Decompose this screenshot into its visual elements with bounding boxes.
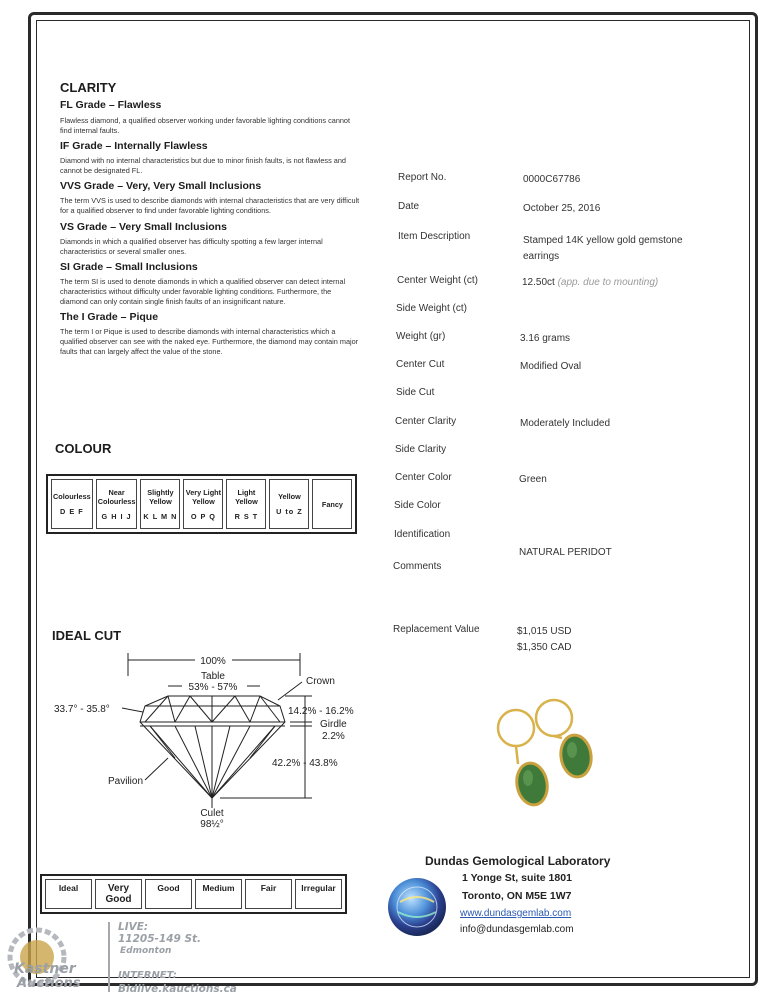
auction-brand-line2: Auctions (17, 976, 81, 991)
live-city: Edmonton (120, 946, 172, 956)
dim-table-range: 53% - 57% (188, 682, 238, 693)
colour-cell-name: Light Yellow (235, 487, 258, 506)
report-no-label: Report No. (398, 172, 447, 183)
watermark-divider (108, 922, 110, 992)
colour-cell-letters: G H I J (101, 511, 132, 521)
cut-grade-label: Very Good (105, 883, 132, 905)
cut-grade-label: Medium (202, 883, 235, 893)
item-description-label: Item Description (398, 231, 471, 242)
replacement-value-label: Replacement Value (393, 624, 480, 635)
live-address: 11205-149 St. (118, 933, 202, 945)
lab-email: info@dundasgemlab.com (460, 924, 574, 935)
lab-website-link[interactable]: www.dundasgemlab.com (460, 908, 572, 919)
colour-cell-letters: D E F (60, 507, 84, 516)
center-color-value: Green (519, 474, 547, 485)
cut-grade-ideal (45, 879, 92, 909)
weight-gr-label: Weight (gr) (396, 331, 446, 342)
colour-scale-table (46, 474, 357, 534)
cut-grade-very-good (95, 879, 142, 909)
grade-vvs-desc: The term VVS is used to describe diamonds with internal characteristics that are very difficult for a qualified observer to find under favorable lighting conditions. (60, 196, 360, 215)
colour-cell-near-colourless (96, 479, 138, 529)
colour-cell-letters: U to Z (276, 507, 303, 516)
colour-cell-letters: R S T (234, 511, 259, 521)
identification-label: Identification (394, 529, 451, 540)
colour-cell-fancy (312, 479, 352, 529)
date-label: Date (398, 201, 420, 212)
diamond-cut-diagram (50, 648, 370, 833)
dim-culet-label: Culet (200, 808, 224, 819)
colour-cell-name: Very Light Yellow (185, 487, 222, 506)
center-weight-value: 12.50ct (522, 277, 555, 288)
colour-cell-very-light-yellow (183, 479, 223, 529)
lab-address-line2: Toronto, ON M5E 1W7 (462, 890, 572, 902)
colour-cell-name: Slightly Yellow (147, 487, 174, 506)
cut-grade-medium (195, 879, 242, 909)
colour-cell-name: Fancy (321, 499, 343, 509)
cut-grade-fair (245, 879, 292, 909)
center-weight-row (522, 277, 658, 288)
colour-cell-name: Yellow (278, 492, 301, 501)
side-clarity-label: Side Clarity (395, 444, 447, 455)
colour-cell-slightly-yellow (140, 479, 180, 529)
center-clarity-label: Center Clarity (395, 416, 457, 427)
grade-if-desc: Diamond with no internal characteristics but due to minor finish faults, is not flawless and cannot be designated FL. (60, 156, 346, 175)
colour-cell-letters: O P Q (190, 511, 216, 521)
dim-culet-angle: 98½° (200, 819, 224, 830)
center-cut-value: Modified Oval (520, 361, 582, 372)
side-weight-label: Side Weight (ct) (396, 303, 467, 314)
dim-crown-height: 14.2% - 16.2% (288, 706, 354, 717)
grade-vvs-title: VVS Grade – Very, Very Small Inclusions (60, 180, 262, 192)
hologram-seal (386, 876, 448, 938)
grade-if-title: IF Grade – Internally Flawless (60, 140, 208, 152)
grade-vs-desc: Diamonds in which a qualified observer has difficulty spotting a few larger internal characteristics or several smaller ones. (60, 237, 323, 256)
lab-name: Dundas Gemological Laboratory (425, 854, 611, 868)
colour-cell-letters: K L M N (143, 511, 178, 521)
colour-cell-yellow (269, 479, 309, 529)
dim-pavilion-depth: 42.2% - 43.8% (272, 758, 338, 769)
grade-fl-desc: Flawless diamond, a qualified observer working under favorable lighting conditions cannot find internal faults. (60, 116, 351, 135)
dim-pavilion-label: Pavilion (108, 776, 144, 787)
center-cut-label: Center Cut (396, 359, 445, 370)
side-color-label: Side Color (394, 500, 441, 511)
comments-label: Comments (393, 561, 442, 572)
grade-i-desc: The term I or Pique is used to describe diamonds with internal characteristics which a qualified observer can see with the naked eye. Furthermore, the diamond may contain major faults that can largely affect the value of the stone. (60, 327, 359, 356)
dim-girdle-value: 2.2% (322, 731, 345, 742)
identification-value: NATURAL PERIDOT (519, 547, 612, 558)
dim-crown-angle: 33.7° - 35.8° (54, 704, 110, 715)
center-color-label: Center Color (395, 472, 452, 483)
lab-address-line1: 1 Yonge St, suite 1801 (462, 872, 572, 884)
colour-cell-light-yellow (226, 479, 266, 529)
grade-i-title: The I Grade – Pique (60, 311, 159, 323)
weight-gr-value: 3.16 grams (520, 333, 571, 344)
replacement-usd: $1,015 USD (517, 626, 572, 637)
center-clarity-value: Moderately Included (520, 418, 611, 429)
cut-grade-label: Ideal (58, 883, 79, 893)
clarity-heading: CLARITY (60, 80, 117, 95)
dim-crown-label: Crown (306, 676, 335, 687)
colour-heading: COLOUR (55, 441, 112, 456)
internet-url: Bidlive.kauctions.ca (118, 983, 237, 995)
internet-label: INTERNET: (118, 970, 177, 981)
cut-grade-good (145, 879, 192, 909)
auction-brand-line1: Kastner (14, 961, 76, 977)
center-weight-note: (app. due to mounting) (557, 277, 659, 288)
cut-grade-irregular (295, 879, 342, 909)
date-value: October 25, 2016 (523, 203, 601, 214)
item-description-value: Stamped 14K yellow gold gemstone earrings (523, 235, 683, 262)
colour-cell-name: Colourless (53, 492, 91, 501)
cut-grade-table (40, 874, 347, 914)
center-weight-label: Center Weight (ct) (397, 275, 478, 286)
report-no-value: 0000C67786 (523, 174, 581, 185)
dim-girdle-label: Girdle (320, 719, 347, 730)
grade-vs-title: VS Grade – Very Small Inclusions (60, 221, 227, 233)
side-cut-label: Side Cut (396, 387, 435, 398)
ideal-cut-heading: IDEAL CUT (52, 628, 122, 643)
replacement-cad: $1,350 CAD (517, 642, 572, 653)
live-label: LIVE: (118, 921, 149, 933)
cut-grade-label: Irregular (301, 883, 336, 893)
grade-fl-title: FL Grade – Flawless (60, 99, 162, 111)
earrings-photo (488, 698, 608, 810)
cut-grade-label: Fair (260, 883, 277, 893)
colour-cell-name: Near Colourless (97, 487, 136, 506)
dim-table-label: Table (201, 671, 225, 682)
dim-width-label: 100% (200, 656, 226, 667)
cut-grade-label: Good (157, 883, 180, 893)
colour-cell-colourless (51, 479, 93, 529)
grade-si-title: SI Grade – Small Inclusions (60, 261, 198, 273)
grade-si-desc: The term SI is used to denote diamonds in which a qualified observer can detect internal characteristics without difficulty under favorable lighting conditions. Furthermore, the diamond can only contain single finish faults of an insignificant nature. (60, 277, 346, 306)
